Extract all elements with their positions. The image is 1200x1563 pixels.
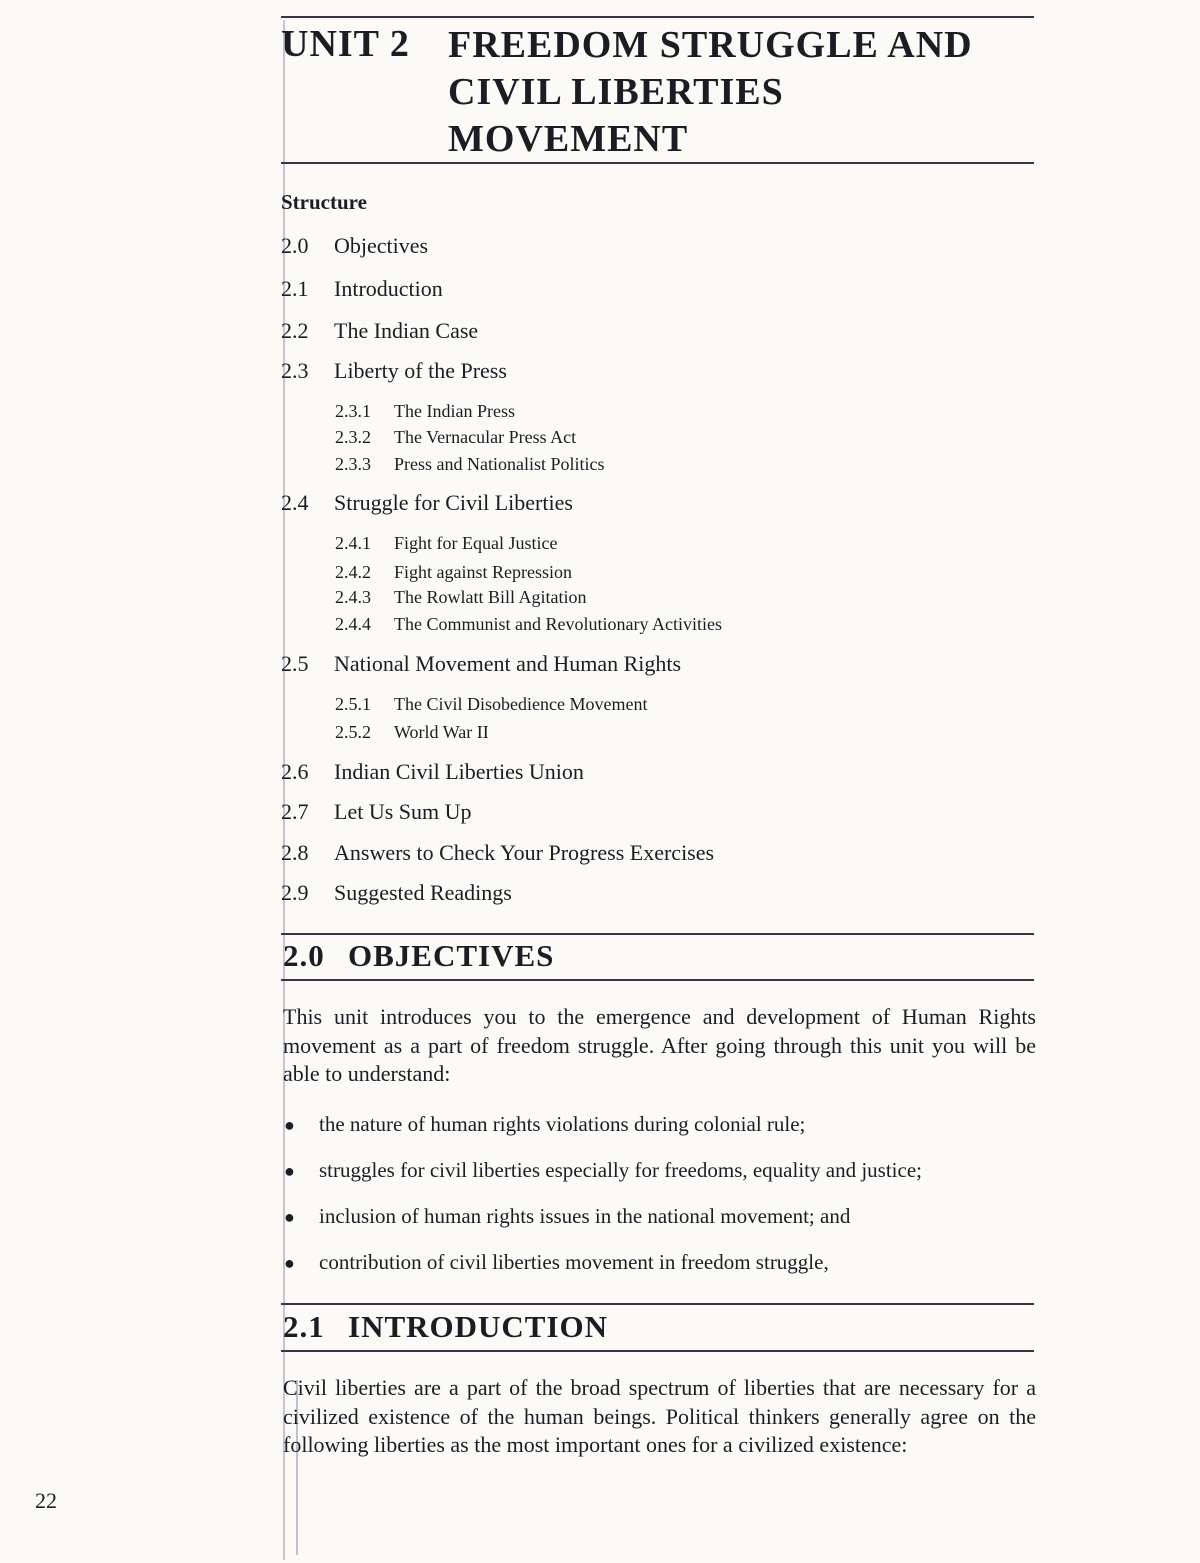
objective-bullet [284,1158,922,1183]
objective-bullet [284,1112,805,1137]
toc-subitem [335,694,647,715]
toc-text: The Indian Press [394,401,515,421]
toc-item [281,799,472,825]
toc-number: 2.4.1 [335,533,371,553]
toc-item [281,490,573,516]
toc-text: Indian Civil Liberties Union [334,759,584,784]
toc-number: 2.8 [281,840,309,865]
toc-text: Let Us Sum Up [334,799,472,824]
toc-text: Fight for Equal Justice [394,533,558,553]
introduction-bottom-rule [281,1350,1034,1352]
toc-text: The Indian Case [334,318,479,343]
introduction-paragraph: Civil liberties are a part of the broad spectrum of liberties that are necessary for a civilized existence of the human beings. Political thinkers generally agree on the following liberties as the most important ones for a civilized existence: [283,1375,1036,1457]
section-title: INTRODUCTION [348,1309,609,1344]
toc-subitem [335,722,489,743]
page-number: 22 [35,1488,57,1513]
objectives-top-rule [281,933,1034,935]
toc-text: Fight against Repression [394,562,572,582]
bullet-text: contribution of civil liberties movement in freedom struggle, [319,1250,829,1274]
unit-title-line-2: CIVIL LIBERTIES [448,71,784,113]
toc-number: 2.3.3 [335,454,371,474]
toc-item [281,318,478,344]
toc-item [281,358,507,384]
introduction-heading [283,1309,608,1345]
toc-number: 2.4.4 [335,614,371,634]
bullet-dot: ● [284,1115,295,1135]
unit-title-line-3: MOVEMENT [448,118,689,160]
toc-number: 2.5 [281,651,309,676]
toc-number: 2.4.3 [335,587,371,607]
toc-text: Press and Nationalist Politics [394,454,605,474]
section-number: 2.0 [283,938,325,973]
toc-text: The Rowlatt Bill Agitation [394,587,587,607]
objectives-intro: This unit introduces you to the emergence and development of Human Rights movement as a part of freedom struggle. After going through this unit you will be able to understand: [283,1004,1036,1086]
toc-number: 2.3 [281,358,309,383]
objectives-bottom-rule [281,979,1034,981]
structure-heading: Structure [281,190,367,214]
unit-title [448,22,973,163]
toc-number: 2.7 [281,799,309,824]
header-top-rule [281,16,1034,18]
toc-text: The Communist and Revolutionary Activities [394,614,722,634]
bullet-dot: ● [284,1161,295,1181]
toc-text: Answers to Check Your Progress Exercises [334,840,715,865]
toc-subitem [335,427,576,448]
toc-number: 2.4.2 [335,562,371,582]
toc-item [281,651,681,677]
toc-number: 2.6 [281,759,309,784]
toc-subitem [335,533,557,554]
objectives-heading [283,938,554,974]
toc-item [281,880,512,906]
bullet-dot: ● [284,1253,295,1273]
toc-text: Introduction [334,276,443,301]
introduction-top-rule [281,1303,1034,1305]
toc-text: Suggested Readings [334,880,512,905]
toc-subitem [335,562,572,583]
toc-item [281,840,714,866]
toc-item [281,276,443,302]
toc-number: 2.3.1 [335,401,371,421]
toc-number: 2.0 [281,233,309,258]
header-bottom-rule [281,162,1034,164]
toc-item [281,759,584,785]
toc-text: The Civil Disobedience Movement [394,694,648,714]
toc-text: The Vernacular Press Act [394,427,577,447]
toc-text: World War II [394,722,489,742]
unit-label: UNIT 2 [281,23,410,65]
objective-bullet [284,1204,850,1229]
objective-bullet [284,1250,829,1275]
unit-title-line-1: FREEDOM STRUGGLE AND [448,24,973,66]
toc-number: 2.5.1 [335,694,371,714]
section-title: OBJECTIVES [348,938,555,973]
bullet-text: struggles for civil liberties especially for freedoms, equality and justice; [319,1158,922,1182]
toc-subitem [335,454,605,475]
toc-subitem [335,401,515,422]
toc-number: 2.4 [281,490,309,515]
toc-number: 2.2 [281,318,309,343]
toc-number: 2.9 [281,880,309,905]
toc-text: Liberty of the Press [334,358,507,383]
toc-text: Objectives [334,233,429,258]
toc-subitem [335,614,722,635]
toc-subitem [335,587,587,608]
toc-text: National Movement and Human Rights [334,651,682,676]
bullet-text: the nature of human rights violations during colonial rule; [319,1112,806,1136]
toc-number: 2.3.2 [335,427,371,447]
toc-text: Struggle for Civil Liberties [334,490,573,515]
toc-item [281,233,428,259]
toc-number: 2.5.2 [335,722,371,742]
bullet-text: inclusion of human rights issues in the national movement; and [319,1204,851,1228]
section-number: 2.1 [283,1309,325,1344]
bullet-dot: ● [284,1207,295,1227]
toc-number: 2.1 [281,276,309,301]
